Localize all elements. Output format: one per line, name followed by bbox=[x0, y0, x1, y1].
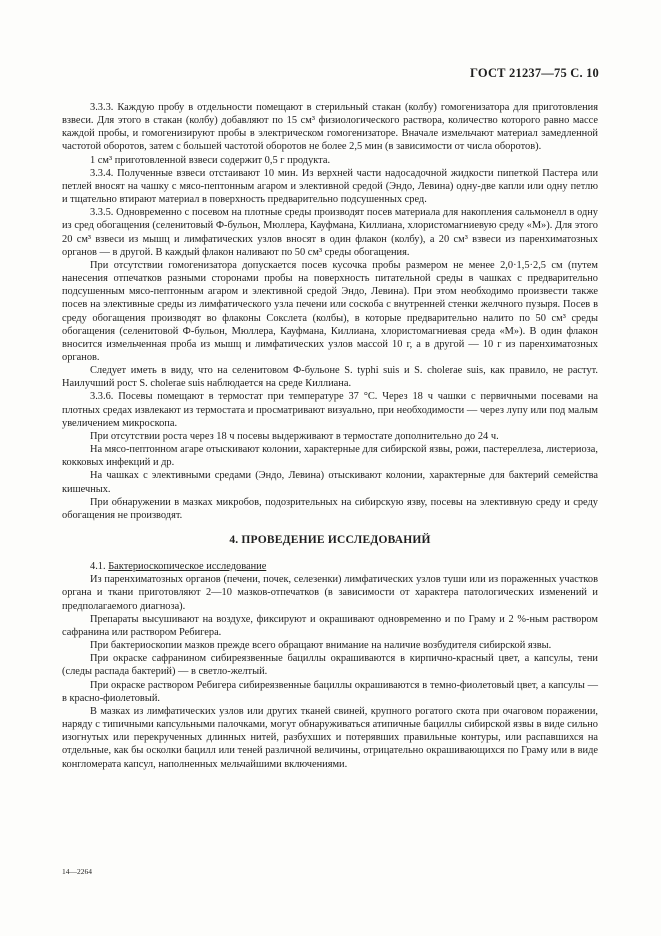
paragraph: Препараты высушивают на воздухе, фиксируют и окрашивают одновременно и по Граму и 2 %-ным раствором сафранина или раствором Ребигера. bbox=[62, 613, 598, 638]
paragraph: При отсутствии гомогенизатора допускается посев кусочка пробы размером не менее 2,0·1,5·2,5 см (путем нанесения отпечатков разными сторонами пробы на поверхность питательной среды в чашках с предварительно подсушенным мясо-пептонным агаром и элективной средой Эндо, Левина). При этом необходимо произвести также посев на элективные среды из лимфатического узла печени или соскоба с внутренней стенки желчного пузыря. Посев в среду обогащения производят во флаконы Сокслета (колбы), в которые предварительно налито по 50 см³ среды обогащения (селенитовой Ф-бульон, Мюллера, Кауфмана, Киллиана, хлористомагниевая среда «М»). В один флакон вносится измельченная проба из мышц и лимфатических узлов массой 10 г, а в другой — 10 г из паренхиматозных органов. bbox=[62, 259, 598, 363]
paragraph: При окраске сафранином сибиреязвенные бациллы окрашиваются в кирпично-красный цвет, а капсулы, тени (следы распада бактерий) — в светло-желтый. bbox=[62, 653, 598, 678]
subsection-number: 4.1. bbox=[90, 561, 106, 573]
paragraph: В мазках из лимфатических узлов или других тканей свиней, крупного рогатого скота при очаговом поражении, наряду с типичными капсульными палочками, могут обнаруживаться атипичные бациллы сибирской язвы в виде сильно изогнутых или перекрученных длинных нитей, разбухших и потерявших правильные контуры, или распавшихся на отдельные, как бы осколки бацилл или теней различной величины, отрицательно окрашивающихся по Граму или в виде конгломерата капсул, наполненных мельчайшими включениями. bbox=[62, 705, 598, 770]
page-footer-code: 14—2264 bbox=[62, 867, 92, 876]
paragraph: 3.3.4. Полученные взвеси отстаивают 10 мин. Из верхней части надосадочной жидкости пипеткой Пастера или петлей вносят на чашку с мясо-пептонным агаром и элективной средой (Эндо, Левина) одну-две капли или одну петлю и тщательно втирают материал в поверхность предварительно подсушенных сред. bbox=[62, 167, 598, 206]
paragraph: Следует иметь в виду, что на селенитовом Ф-бульоне S. typhi suis и S. cholerae suis, как правило, не растут. Наилучший рост S. cholerae suis наблюдается на среде Киллиана. bbox=[62, 365, 598, 390]
subsection-title: Бактериоскопическое исследование bbox=[108, 561, 267, 573]
paragraph: Из паренхиматозных органов (печени, почек, селезенки) лимфатических узлов туши или из пораженных участков органа и ткани приготовляют 2—10 мазков-отпечатков (в зависимости от характера патологических изменений и предполагаемого диагноза). bbox=[62, 574, 598, 612]
section-title: 4. ПРОВЕДЕНИЕ ИССЛЕДОВАНИЙ bbox=[229, 534, 431, 546]
document-body bbox=[62, 101, 598, 771]
paragraph: 3.3.5. Одновременно с посевом на плотные среды производят посев материала для накопления сальмонелл в одну из сред обогащения (селенитовый Ф-бульон, Мюллера, Кауфмана, Киллиана, хлористомагниевую среду «М»). Для этого 20 см³ взвеси из мышц и лимфатических узлов вносят в один флакон (колбу), а 20 см³ взвеси из паренхиматозных органов — в другой. В каждый флакон наливают по 50 см³ среды обогащения. bbox=[62, 207, 598, 258]
paragraph: При бактериоскопии мазков прежде всего обращают внимание на наличие возбудителя сибирской язвы. bbox=[90, 640, 552, 652]
subsection-heading bbox=[62, 560, 598, 573]
paragraph: При отсутствии роста через 18 ч посевы выдерживают в термостате дополнительно до 24 ч. bbox=[90, 430, 499, 442]
page-header: ГОСТ 21237—75 С. 10 bbox=[470, 66, 599, 80]
paragraph: 3.3.3. Каждую пробу в отдельности помещают в стерильный стакан (колбу) гомогенизатора для приготовления взвеси. Для этого в стакан (колбу) добавляют по 15 см³ физиологического раствора, количество которого равно массе каждой пробы, и гомогенизируют пробы в электрическом гомогенизаторе. Вначале измельчают материал замедленной частотой оборотов, затем с большей частотой оборотов не более 2,5 мин (в зависимости от числа оборотов). bbox=[62, 102, 598, 153]
paragraph: При окраске раствором Ребигера сибиреязвенные бациллы окрашиваются в темно-фиолетовый цвет, а капсулы — в красно-фиолетовый. bbox=[62, 679, 598, 704]
paragraph: На мясо-пептонном агаре отыскивают колонии, характерные для сибирской язвы, рожи, пастереллеза, листериоза, кокковых инфекций и др. bbox=[62, 444, 598, 469]
paragraph: 1 см³ приготовленной взвеси содержит 0,5 г продукта. bbox=[90, 154, 331, 166]
paragraph: На чашках с элективными средами (Эндо, Левина) отыскивают колонии, характерные для бактерий семейства кишечных. bbox=[62, 470, 598, 495]
paragraph: 3.3.6. Посевы помещают в термостат при температуре 37 °С. Через 18 ч чашки с первичными посевами на плотных средах извлекают из термостата и просматривают визуально, при необходимости — через лупу или под малым увеличением микроскопа. bbox=[62, 391, 598, 429]
paragraph: При обнаружении в мазках микробов, подозрительных на сибирскую язву, посевы на элективную среду и среду обогащения не производят. bbox=[62, 496, 598, 521]
